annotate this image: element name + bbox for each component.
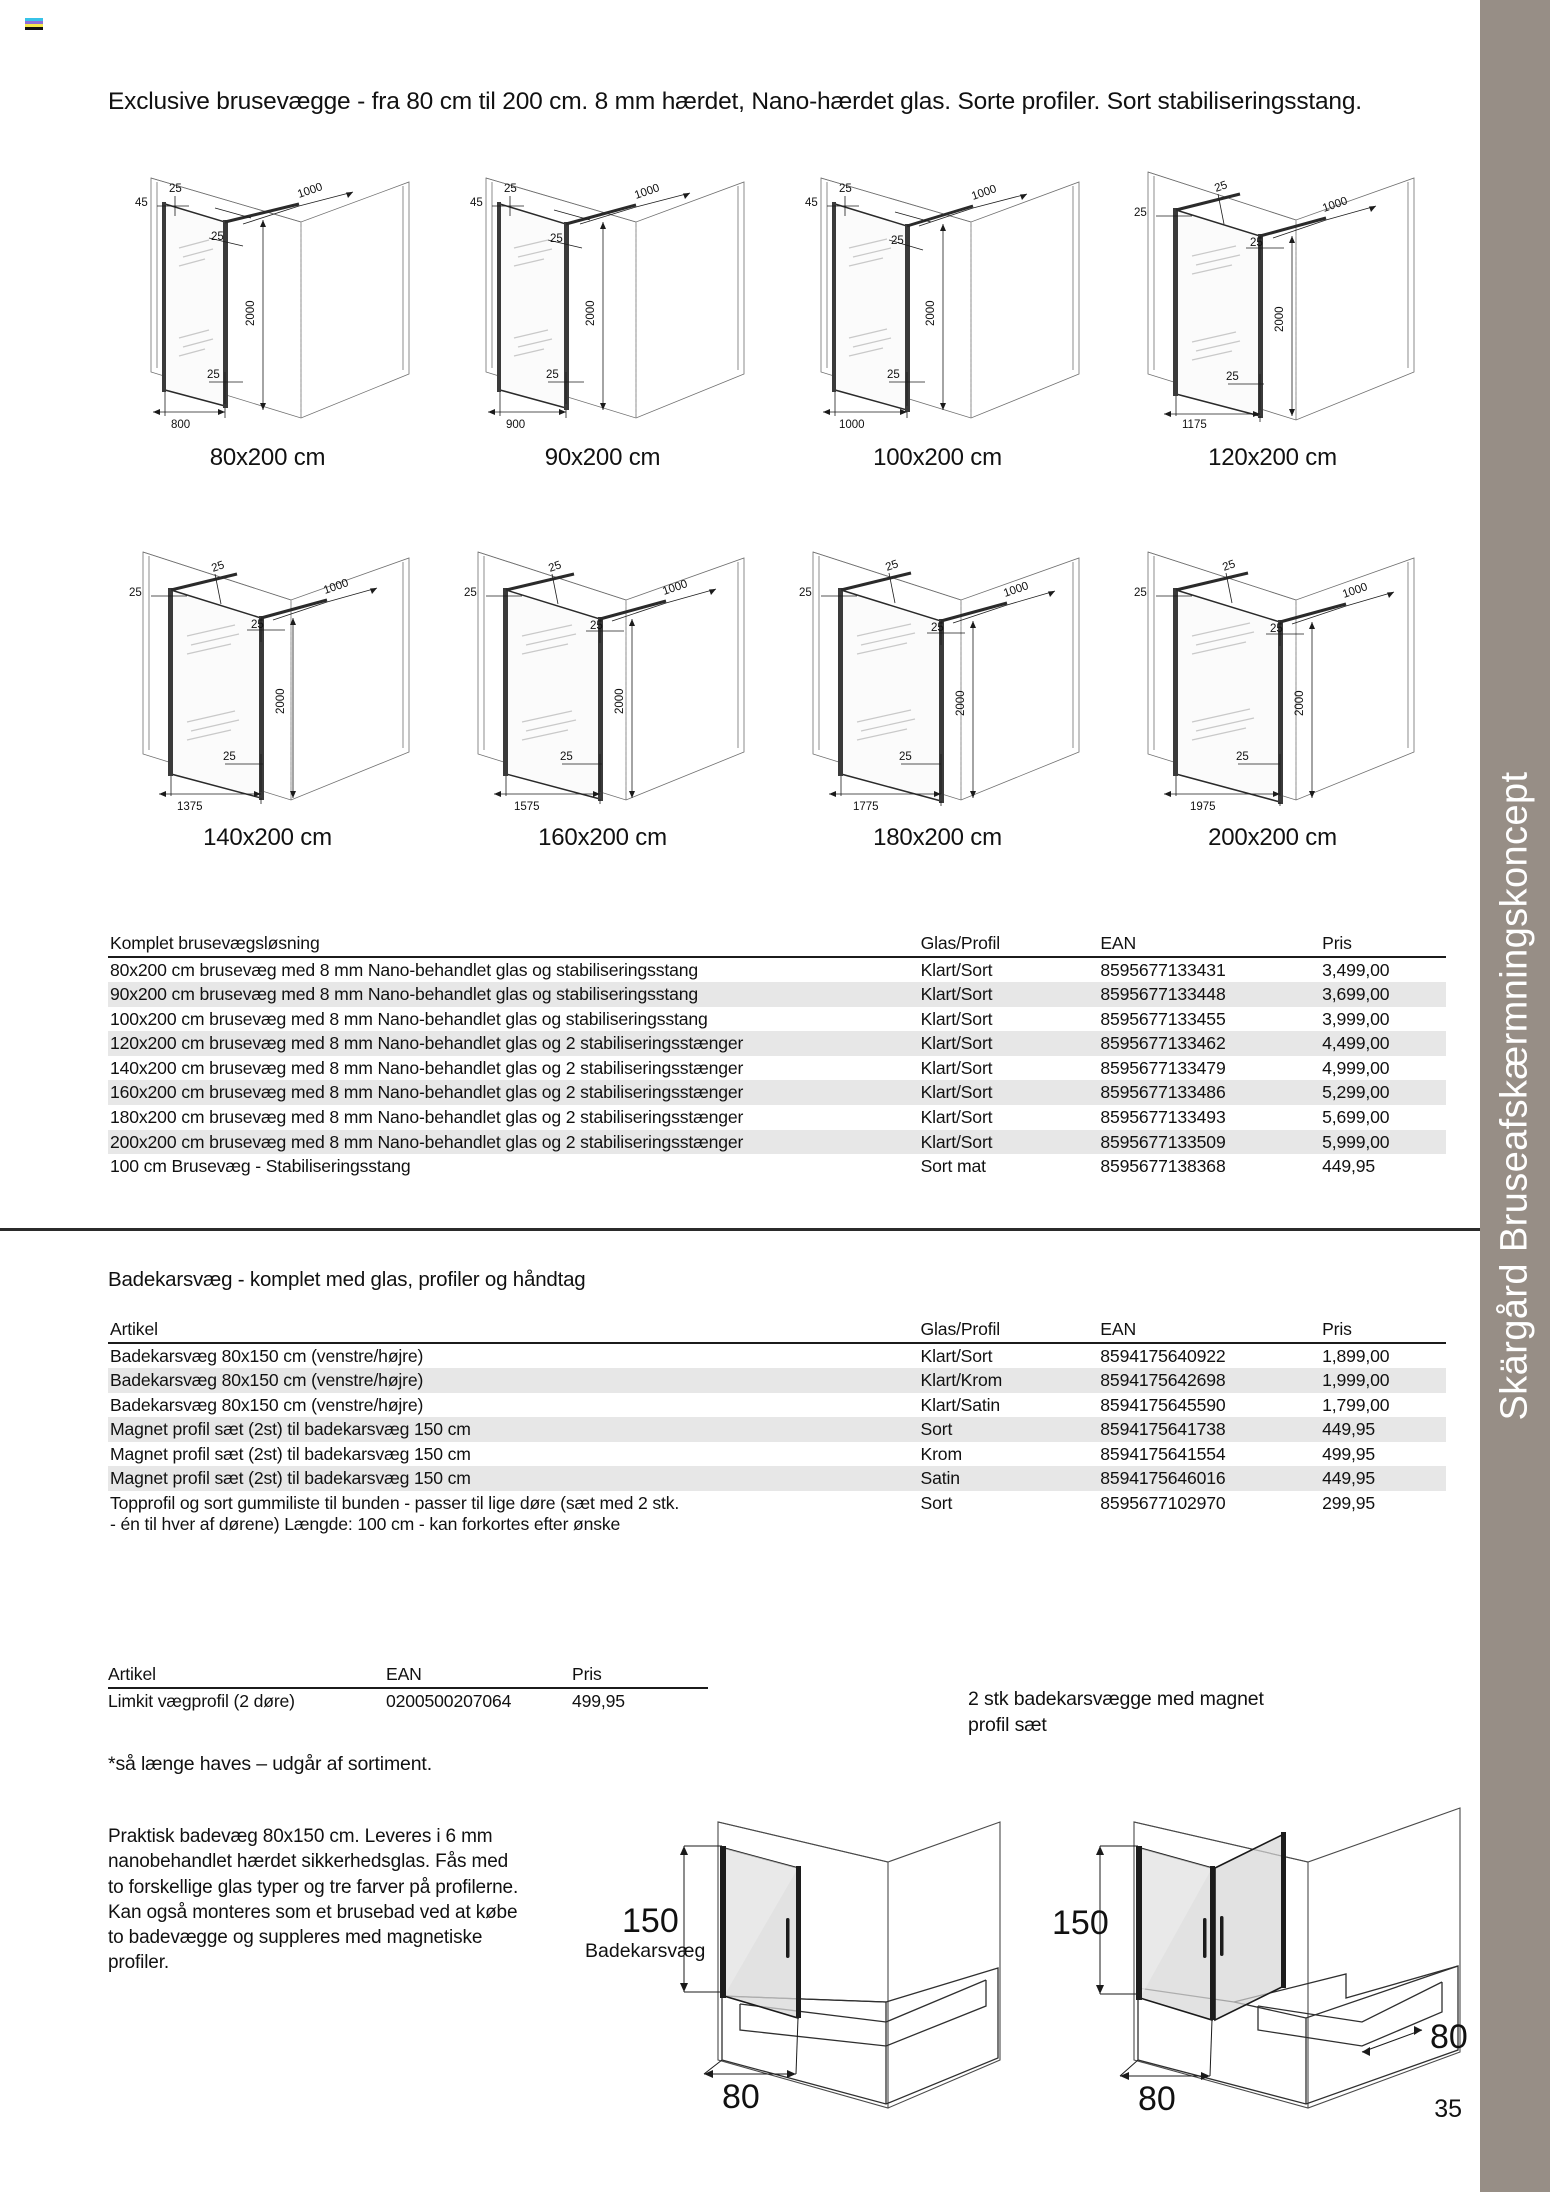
dim-width: 1375 xyxy=(176,801,203,813)
shower-diagram-160 xyxy=(448,540,758,813)
dim-profile-b: 25 xyxy=(250,619,264,631)
diagram-caption: 80x200 cm xyxy=(209,444,326,471)
dim-height: 2000 xyxy=(244,300,257,326)
bath-width-left-label: 80 xyxy=(1138,2080,1176,2118)
dim-width: 1175 xyxy=(1181,419,1207,431)
dim-depth: 1000 xyxy=(969,183,998,203)
table-cell: 449,95 xyxy=(1322,1156,1376,1177)
table-cell: 8594175640922 xyxy=(1100,1345,1226,1366)
dim-profile-a: 25 xyxy=(168,183,182,195)
table-body xyxy=(108,1343,1446,1537)
dim-height: 2000 xyxy=(1273,306,1286,332)
dim-height: 2000 xyxy=(613,688,626,714)
bath-height-label: 150 xyxy=(622,1902,679,1940)
dim-profile-a: 25 xyxy=(883,558,900,574)
table-row xyxy=(108,1442,1446,1467)
dim-width: 800 xyxy=(170,419,190,431)
dim-width: 900 xyxy=(505,419,525,431)
col-header-ean: EAN xyxy=(1100,1317,1322,1343)
dim-height: 2000 xyxy=(954,690,967,716)
table-cell: 140x200 cm brusevæg med 8 mm Nano-behandlet glas og 2 stabiliseringsstænger xyxy=(110,1057,744,1078)
table-cell: 3,999,00 xyxy=(1322,1008,1390,1029)
table-cell: Klart/Sort xyxy=(920,1107,993,1128)
table-cell: 299,95 xyxy=(1322,1493,1375,1514)
table-cell: 8595677133462 xyxy=(1100,1031,1322,1056)
table-row xyxy=(108,1130,1446,1155)
table-row xyxy=(108,1491,1446,1536)
table-cell: 8594175642698 xyxy=(1100,1368,1322,1393)
table-cell: 8594175641554 xyxy=(1100,1443,1226,1464)
table-cell: 8595677133486 xyxy=(1100,1080,1322,1105)
table-cell: 499,95 xyxy=(572,1691,625,1711)
shower-wall-price-table xyxy=(108,931,1446,1179)
dim-depth: 1000 xyxy=(1320,195,1349,215)
table-row xyxy=(108,1031,1446,1056)
page-number: 35 xyxy=(1434,2095,1462,2123)
table-cell: Sort xyxy=(921,1417,1101,1442)
dim-width: 1775 xyxy=(852,801,879,813)
bath-screen-price-table xyxy=(108,1317,1446,1536)
dim-profile-b: 25 xyxy=(890,235,904,247)
dim-profile-b: 25 xyxy=(210,231,224,243)
dim-profile-b: 25 xyxy=(549,233,563,245)
dim-depth: 1000 xyxy=(321,577,350,597)
table-cell: 8595677133455 xyxy=(1100,1008,1226,1029)
dim-profile-c: 25 xyxy=(886,369,900,381)
table-cell: 1,999,00 xyxy=(1322,1368,1446,1393)
table-cell: 200x200 cm brusevæg med 8 mm Nano-behandlet glas og 2 stabiliseringsstænger xyxy=(108,1130,921,1155)
table-cell: Krom xyxy=(920,1443,962,1464)
table-cell: 100x200 cm brusevæg med 8 mm Nano-behandlet glas og stabiliseringsstang xyxy=(110,1008,708,1029)
dim-profile-c: 25 xyxy=(222,751,236,763)
dim-profile-b: 25 xyxy=(930,622,944,634)
dim-profile-a: 25 xyxy=(838,183,852,195)
table-cell: 5,999,00 xyxy=(1322,1130,1446,1155)
dim-profile-a: 25 xyxy=(1212,179,1229,195)
dim-profile-a: 25 xyxy=(503,183,517,195)
dim-width: 1975 xyxy=(1189,801,1216,813)
table-cell: 3,699,00 xyxy=(1322,982,1446,1007)
table-row xyxy=(108,1056,1446,1081)
table-cell: 120x200 cm brusevæg med 8 mm Nano-behandlet glas og 2 stabiliseringsstænger xyxy=(108,1031,921,1056)
table-cell: 5,699,00 xyxy=(1322,1107,1390,1128)
table-cell: Klart/Sort xyxy=(921,982,1101,1007)
dim-gap-top: 25 xyxy=(1133,587,1147,599)
diagram-caption: 100x200 cm xyxy=(873,444,1002,471)
table-cell: 8595677133479 xyxy=(1100,1057,1226,1078)
section-divider xyxy=(0,1228,1481,1231)
dim-height: 2000 xyxy=(584,300,597,326)
diagram-caption: 140x200 cm xyxy=(203,824,332,851)
table-cell: Magnet profil sæt (2st) til badekarsvæg 150 cm xyxy=(110,1443,471,1464)
shower-diagram-200 xyxy=(1118,540,1428,813)
table-cell: 90x200 cm brusevæg med 8 mm Nano-behandlet glas og stabiliseringsstang xyxy=(108,982,921,1007)
table-cell: 3,499,00 xyxy=(1322,959,1390,980)
dim-depth: 1000 xyxy=(295,181,324,201)
dim-gap-top: 25 xyxy=(463,587,477,599)
table-body xyxy=(108,957,1446,1179)
table-row xyxy=(108,1368,1446,1393)
bath-screen-double-illustration xyxy=(1052,1730,1492,2118)
diagram-row-1 xyxy=(100,160,1440,472)
table-row xyxy=(108,1688,708,1714)
dim-gap-top: 45 xyxy=(469,197,483,209)
table-cell: Magnet profil sæt (2st) til badekarsvæg 150 cm xyxy=(108,1466,921,1491)
door-handle-right xyxy=(1220,1916,1224,1956)
table-body xyxy=(108,1688,708,1714)
col-header-glass-profile: Glas/Profil xyxy=(921,1317,1101,1343)
dim-width: 1000 xyxy=(838,419,865,431)
diagram-row-2 xyxy=(100,540,1440,852)
table-row xyxy=(108,1343,1446,1369)
table-cell: 100 cm Brusevæg - Stabiliseringsstang xyxy=(110,1156,411,1177)
table-cell: Klart/Sort xyxy=(921,1031,1101,1056)
dim-profile-b: 25 xyxy=(589,620,603,632)
dim-profile-c: 25 xyxy=(1235,751,1249,763)
table-row xyxy=(108,982,1446,1007)
table-cell: 1,899,00 xyxy=(1322,1345,1390,1366)
table-row xyxy=(108,1080,1446,1105)
table-cell: 499,95 xyxy=(1322,1443,1375,1464)
table-cell: 8595677133431 xyxy=(1100,959,1226,980)
table-cell: Klart/Sort xyxy=(920,1008,993,1029)
bath-height-label: 150 xyxy=(1052,1904,1109,1942)
col-header-description: Komplet brusevægsløsning xyxy=(108,931,921,957)
col-header-article: Artikel xyxy=(108,1317,921,1343)
dim-gap-top: 45 xyxy=(804,197,818,209)
diagram-cell xyxy=(100,540,435,852)
footnote-discontinued: *så længe haves – udgår af sortiment. xyxy=(108,1753,432,1775)
table-cell: 449,95 xyxy=(1322,1417,1446,1442)
table-row xyxy=(108,1393,1446,1418)
bath-screen-label: Badekarsvæg xyxy=(585,1940,706,1962)
shower-diagram-140 xyxy=(113,540,423,813)
bath-width-label: 80 xyxy=(722,2078,760,2116)
table-cell: 5,299,00 xyxy=(1322,1080,1446,1105)
table-cell: Magnet profil sæt (2st) til badekarsvæg 150 cm xyxy=(108,1417,921,1442)
dim-depth: 1000 xyxy=(1001,580,1030,600)
table-cell: Klart/Sort xyxy=(921,1130,1101,1155)
diagram-cell xyxy=(1105,540,1440,852)
shower-diagram-120 xyxy=(1118,160,1428,430)
col-header-ean: EAN xyxy=(1100,931,1322,957)
dim-depth: 1000 xyxy=(1340,581,1369,601)
bath-width-right-label: 80 xyxy=(1430,2018,1468,2056)
dim-profile-a: 25 xyxy=(1220,558,1237,574)
table-row xyxy=(108,1466,1446,1491)
table-cell: 8595677133448 xyxy=(1100,982,1322,1007)
brand-sidebar xyxy=(1480,0,1550,2192)
diagram-cell xyxy=(770,160,1105,472)
col-header-price: Pris xyxy=(572,1662,708,1688)
table-cell: 180x200 cm brusevæg med 8 mm Nano-behandlet glas og 2 stabiliseringsstænger xyxy=(110,1107,744,1128)
bath-screen-single-illustration xyxy=(600,1730,1030,2116)
shower-diagram-180 xyxy=(783,540,1093,813)
table-cell: 8594175641738 xyxy=(1100,1417,1322,1442)
dim-width: 1575 xyxy=(513,801,540,813)
table-cell: 8595677138368 xyxy=(1100,1156,1226,1177)
table-cell: 449,95 xyxy=(1322,1466,1446,1491)
diagram-cell xyxy=(100,160,435,472)
shower-diagram-90 xyxy=(448,160,758,430)
table-cell: Topprofil og sort gummiliste til bunden - passer til lige døre (sæt med 2 stk. - én til hver af dørene) Længde: 100 cm - kan forkortes efter ønske xyxy=(110,1493,680,1534)
col-header-price: Pris xyxy=(1322,1317,1446,1343)
table-cell: Badekarsvæg 80x150 cm (venstre/højre) xyxy=(110,1394,424,1415)
dim-height: 2000 xyxy=(1293,690,1306,716)
col-header-glass-profile: Glas/Profil xyxy=(921,931,1101,957)
table-row xyxy=(108,957,1446,983)
dim-profile-b: 25 xyxy=(1269,623,1283,635)
table-header-row xyxy=(108,1662,708,1688)
dim-profile-b: 25 xyxy=(1249,237,1263,249)
table-cell: 4,999,00 xyxy=(1322,1057,1390,1078)
dim-gap-top: 45 xyxy=(134,197,148,209)
diagram-caption: 200x200 cm xyxy=(1208,824,1337,851)
dim-depth: 1000 xyxy=(632,182,661,202)
diagram-caption: 120x200 cm xyxy=(1208,444,1337,471)
diagram-cell xyxy=(435,160,770,472)
table-cell: 8594175646016 xyxy=(1100,1466,1322,1491)
print-registration-marks xyxy=(25,18,43,30)
dim-height: 2000 xyxy=(924,300,937,326)
dim-profile-c: 25 xyxy=(898,751,912,763)
table-cell: 8595677133509 xyxy=(1100,1130,1322,1155)
col-header-price: Pris xyxy=(1322,931,1446,957)
col-header-ean: EAN xyxy=(386,1662,572,1688)
dim-gap-top: 25 xyxy=(128,587,142,599)
diagram-caption: 160x200 cm xyxy=(538,824,667,851)
table-cell: 8595677102970 xyxy=(1100,1493,1226,1514)
table-cell: 1,799,00 xyxy=(1322,1394,1390,1415)
table-cell: Klart/Satin xyxy=(920,1394,1001,1415)
dim-profile-c: 25 xyxy=(559,751,573,763)
product-description-paragraph: Praktisk badevæg 80x150 cm. Leveres i 6 mm nanobehandlet hærdet sikkerhedsglas. Fås med to forskellige glas typer og tre farver på profilerne. Kan også monteres som et brusebad ved at købe to badevægge og suppleres med magnetiske profiler. xyxy=(108,1826,519,1974)
diagram-caption: 180x200 cm xyxy=(873,824,1002,851)
table-cell: Klart/Sort xyxy=(920,959,993,980)
table-cell: 160x200 cm brusevæg med 8 mm Nano-behandlet glas og 2 stabiliseringsstænger xyxy=(108,1080,921,1105)
table-cell: Sort xyxy=(920,1493,953,1514)
diagram-cell xyxy=(770,540,1105,852)
dim-profile-c: 25 xyxy=(206,369,220,381)
table-row xyxy=(108,1417,1446,1442)
table-cell: Satin xyxy=(921,1466,1101,1491)
table-header-row xyxy=(108,931,1446,957)
table-cell: Klart/Sort xyxy=(920,1345,993,1366)
door-handle xyxy=(786,1918,790,1958)
dim-height: 2000 xyxy=(274,688,287,714)
table-cell: 80x200 cm brusevæg med 8 mm Nano-behandlet glas og stabiliseringsstang xyxy=(110,959,699,980)
dim-gap-top: 25 xyxy=(798,587,812,599)
table-cell: Badekarsvæg 80x150 cm (venstre/højre) xyxy=(108,1368,921,1393)
table-cell: 0200500207064 xyxy=(386,1691,512,1711)
table-cell: Sort mat xyxy=(920,1156,986,1177)
table-row xyxy=(108,1154,1446,1179)
dim-profile-c: 25 xyxy=(1225,371,1239,383)
table-cell: Badekarsvæg 80x150 cm (venstre/højre) xyxy=(110,1345,424,1366)
dim-depth: 1000 xyxy=(660,578,689,598)
table-cell: 8595677133493 xyxy=(1100,1107,1226,1128)
shower-diagram-100 xyxy=(783,160,1093,430)
shower-diagram-80 xyxy=(113,160,423,430)
table-cell: 4,499,00 xyxy=(1322,1031,1446,1056)
table-header-row xyxy=(108,1317,1446,1343)
section-subheading-badekarsvaeg: Badekarsvæg - komplet med glas, profiler og håndtag xyxy=(108,1268,586,1291)
table-row xyxy=(108,1007,1446,1032)
table-cell: Klart/Sort xyxy=(920,1057,993,1078)
col-header-article: Artikel xyxy=(108,1662,386,1688)
dim-gap-top: 25 xyxy=(1133,207,1147,219)
dim-profile-a: 25 xyxy=(546,559,563,575)
page-headline: Exclusive brusevægge - fra 80 cm til 200 cm. 8 mm hærdet, Nano-hærdet glas. Sorte profiler. Sort stabiliseringsstang. xyxy=(108,88,1362,115)
diagram-caption: 90x200 cm xyxy=(544,444,661,471)
table-cell: 8594175645590 xyxy=(1100,1394,1226,1415)
dim-profile-a: 25 xyxy=(209,559,226,575)
diagram-cell xyxy=(435,540,770,852)
double-bath-screen-caption: 2 stk badekarsvægge med magnet profil sæt xyxy=(968,1688,1264,1736)
table-cell: Klart/Sort xyxy=(921,1080,1101,1105)
door-handle-left xyxy=(1203,1918,1207,1958)
table-row xyxy=(108,1105,1446,1130)
table-cell: Limkit vægprofil (2 døre) xyxy=(108,1691,295,1711)
brand-sidebar-text: Skärgård Bruseafskærmningskoncept xyxy=(1493,771,1536,1421)
dim-profile-c: 25 xyxy=(545,369,559,381)
limkit-price-table xyxy=(108,1662,708,1714)
diagram-cell xyxy=(1105,160,1440,472)
table-cell: Klart/Krom xyxy=(921,1368,1101,1393)
